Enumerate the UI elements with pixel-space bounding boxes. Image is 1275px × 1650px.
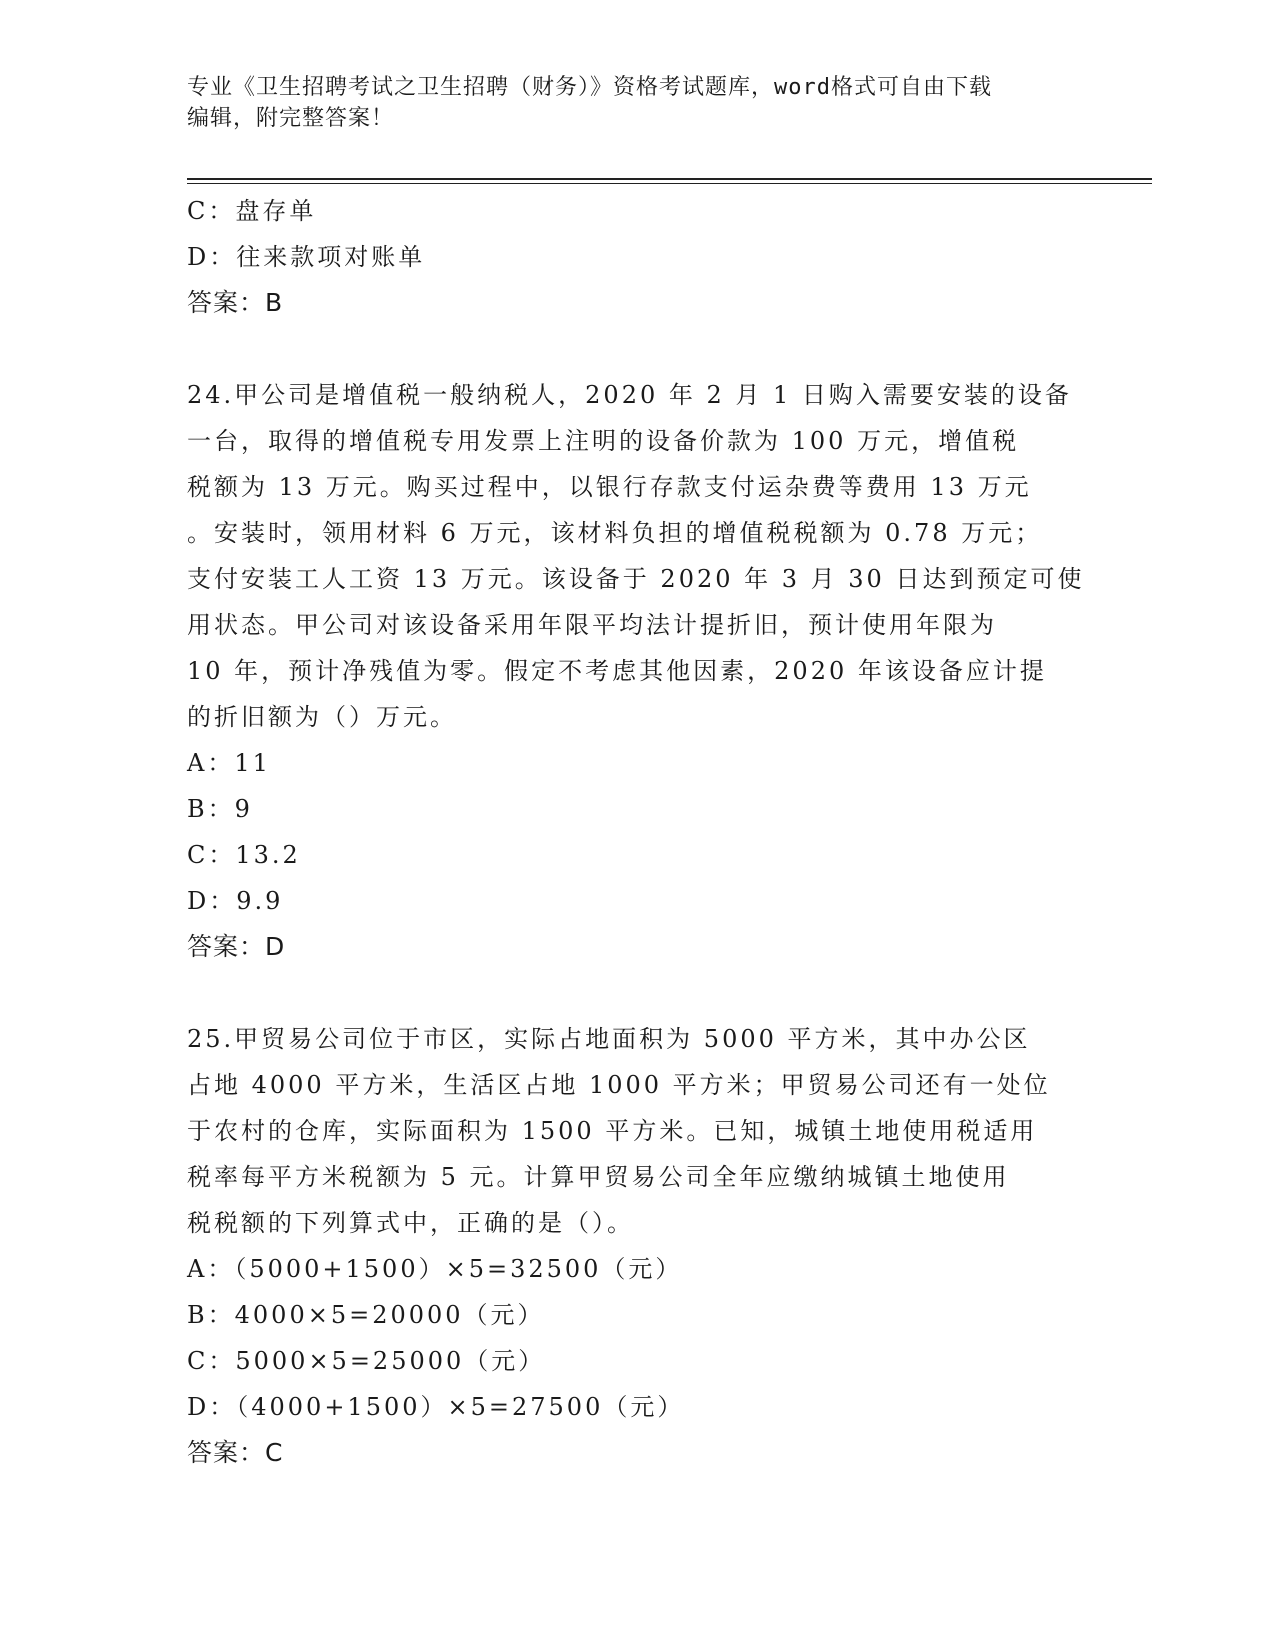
option-d: D：往来款项对账单 <box>187 243 426 271</box>
previous-question-tail <box>187 188 1087 326</box>
option-c: C：5000×5=25000（元） <box>187 1347 546 1375</box>
option-c: C：盘存单 <box>187 197 317 225</box>
answer-line: 答案：D <box>187 932 286 961</box>
question-text-line: 税额为 13 万元。购买过程中，以银行存款支付运杂费等费用 13 万元 <box>187 473 1032 501</box>
spacer <box>187 970 1087 1016</box>
question-text-line: 占地 4000 平方米，生活区占地 1000 平方米；甲贸易公司还有一处位 <box>187 1071 1051 1099</box>
spacer <box>187 326 1087 372</box>
document-body <box>187 188 1087 1476</box>
question-text-line: 10 年，预计净残值为零。假定不考虑其他因素，2020 年该设备应计提 <box>187 657 1047 685</box>
option-a: A：11 <box>187 749 271 777</box>
question-text-line: 24.甲公司是增值税一般纳税人，2020 年 2 月 1 日购入需要安装的设备 <box>187 381 1072 409</box>
question-text-line: 支付安装工人工资 13 万元。该设备于 2020 年 3 月 30 日达到预定可使 <box>187 565 1085 593</box>
option-d: D：9.9 <box>187 887 284 915</box>
question-25 <box>187 1016 1087 1476</box>
header-divider-thin <box>187 183 1152 184</box>
header-line-2: 编辑，附完整答案！ <box>187 106 395 131</box>
header-divider-thick <box>187 178 1152 180</box>
question-24 <box>187 372 1087 970</box>
option-b: B：9 <box>187 795 253 823</box>
header-line-1: 专业《卫生招聘考试之卫生招聘（财务）》资格考试题库，word格式可自由下载 <box>187 75 992 100</box>
option-b: B：4000×5=20000（元） <box>187 1301 545 1329</box>
question-text-line: 税率每平方米税额为 5 元。计算甲贸易公司全年应缴纳城镇土地使用 <box>187 1163 1010 1191</box>
question-text-line: 一台，取得的增值税专用发票上注明的设备价款为 100 万元，增值税 <box>187 427 1020 455</box>
question-text-line: 于农村的仓库，实际面积为 1500 平方米。已知，城镇土地使用税适用 <box>187 1117 1038 1145</box>
question-text-line: 。安装时，领用材料 6 万元，该材料负担的增值税税额为 0.78 万元； <box>187 519 1043 547</box>
option-a: A：（5000+1500）×5=32500（元） <box>187 1255 683 1283</box>
question-text-line: 的折旧额为（）万元。 <box>187 703 457 731</box>
answer-line: 答案：B <box>187 288 284 317</box>
option-c: C：13.2 <box>187 841 301 869</box>
question-text-line: 税税额的下列算式中，正确的是（）。 <box>187 1209 634 1237</box>
question-text-line: 25.甲贸易公司位于市区，实际占地面积为 5000 平方米，其中办公区 <box>187 1025 1031 1053</box>
document-header <box>187 72 1087 134</box>
option-d: D：（4000+1500）×5=27500（元） <box>187 1393 685 1421</box>
answer-line: 答案：C <box>187 1438 284 1467</box>
question-text-line: 用状态。甲公司对该设备采用年限平均法计提折旧，预计使用年限为 <box>187 611 997 639</box>
